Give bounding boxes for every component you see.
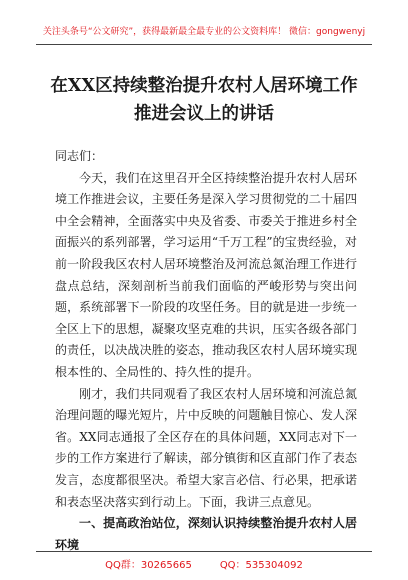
- footer-qq: QQ：535304092: [219, 560, 303, 571]
- salutation: 同志们：: [55, 149, 104, 163]
- title-line-2: 推进会议上的讲话: [134, 104, 274, 124]
- footer-divider: [36, 551, 372, 552]
- document-title: [40, 72, 368, 128]
- paragraph-1: 今天，我们在这里召开全区持续整治提升农村人居环境工作推进会议，主要任务是深入学习贯彻党的二十届四中全会精神，全面落实中央及省委、市委关于推进乡村全面振兴的系列部署，学习运用“千万工程”的宝贵经验，对前一阶段我区农村人居环境整治及河流总氮治理工作进行盘点总结，深刻剖析当前我们面临的严峻形势与突出问题，系统部署下一阶段的攻坚任务。目的就是进一步统一全区上下的思想，凝聚攻坚克难的共识，压实各级各部门的责任，以决战决胜的姿态，推动我区农村人居环境实现根本性的、全局性的、持久性的提升。: [55, 170, 357, 379]
- footer: [0, 556, 408, 571]
- section-heading-1: 一、提高政治站位，深刻认识持续整治提升农村人居环境: [55, 516, 357, 552]
- document-body: [55, 146, 357, 556]
- footer-qq-group: QQ群：30265665: [105, 560, 192, 571]
- header-note: 关注头条号“公文研究”，获得最新最全最专业的公文资料库！ 微信：gongwenyj: [42, 27, 366, 37]
- title-line-1: 在XX区持续整治提升农村人居环境工作: [50, 76, 358, 96]
- header-divider: [36, 44, 372, 45]
- paragraph-2: 刚才，我们共同观看了我区农村人居环境和河流总氮治理问题的曝光短片，片中反映的问题触目惊心、发人深省。XX同志通报了全区存在的具体问题，XX同志对下一步的工作方案进行了解读，部分镇街和区直部门作了表态发言，态度都很坚决。希望大家言必信、行必果，把承诺和表态坚决落实到行动上。下面，我讲三点意见。: [55, 386, 357, 509]
